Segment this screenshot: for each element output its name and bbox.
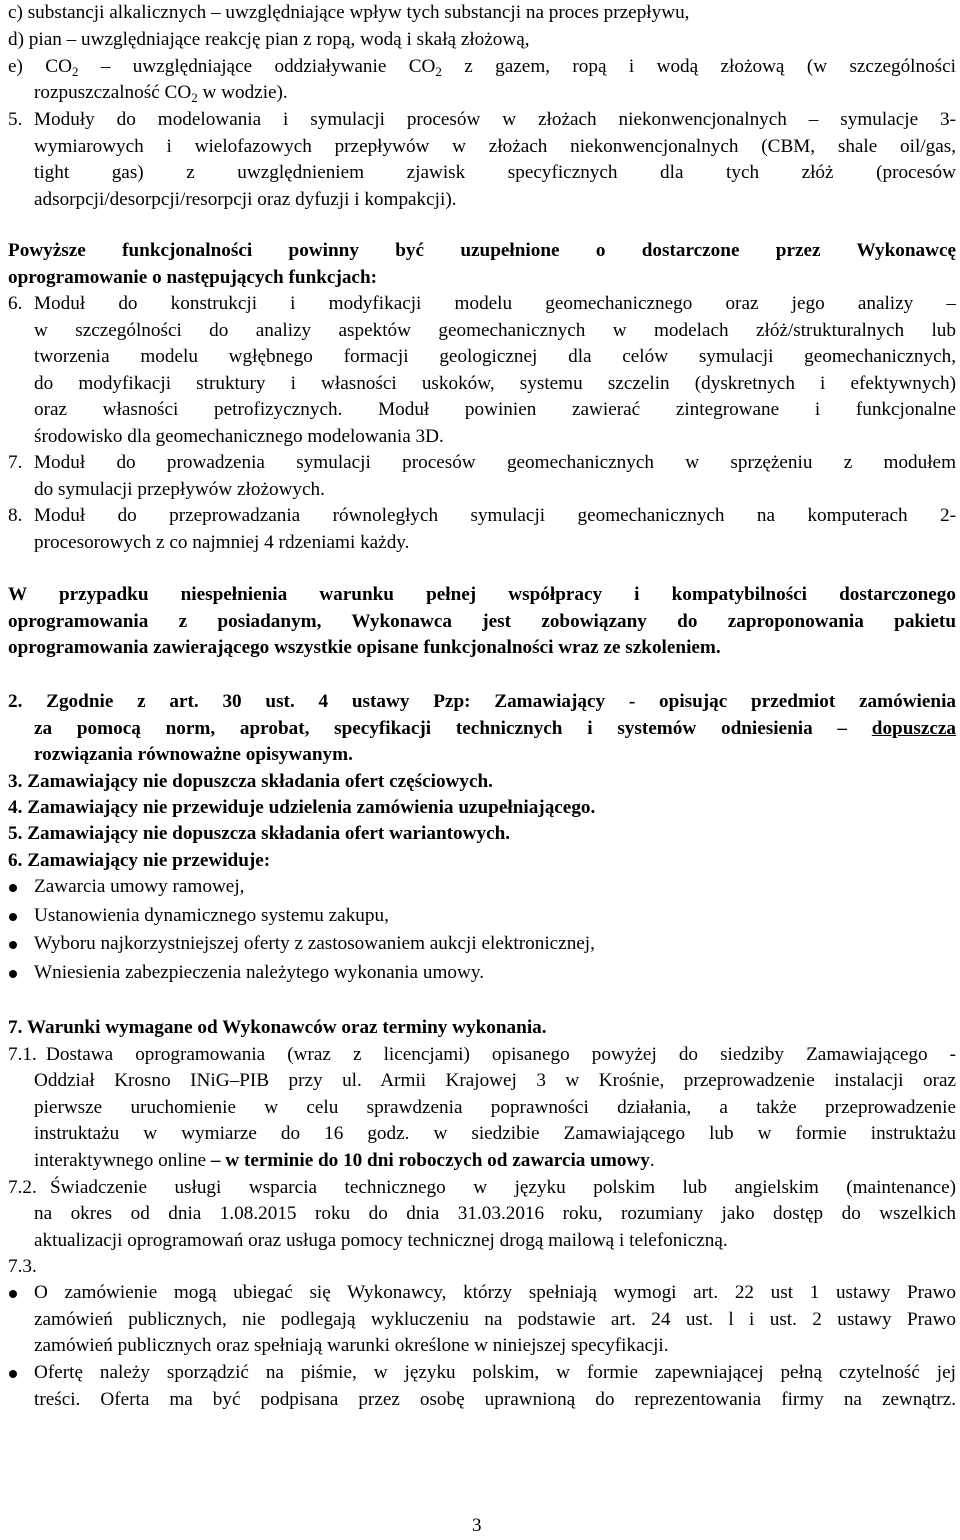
bullet-item: Zawarcia umowy ramowej, <box>34 876 245 897</box>
item-5-number: 5. <box>8 109 23 130</box>
item-8-number: 8. <box>8 505 23 526</box>
section-7-heading: 7. Warunki wymagane od Wykonawców oraz terminy wykonania. <box>8 1017 547 1038</box>
section-6-heading: 6. Zamawiający nie przewiduje: <box>8 850 271 871</box>
list-item-c: c) substancji alkalicznych – uwzględniające wpływ tych substancji na proces przepływu, <box>8 2 690 23</box>
section-7-1-line1: Dostawa oprogramowania (wraz z licencjami) opisanego powyżej do siedziby Zamawiającego - <box>46 1044 956 1065</box>
compatibility-notice: W przypadku niespełnienia warunku pełnej współpracy i kompatybilności dostarczonego oprogramowania z posiadanym, Wykonawca jest zobowiązany do zaproponowania pakietu oprogramowania zawierającego wszystkie opisane funkcjonalności wraz ze szkoleniem. <box>8 584 956 658</box>
item-7-number: 7. <box>8 452 23 473</box>
list-item-e: e) $CO_2$ – uwzględniające oddziaływanie $CO_2$ z gazem, ropą i wodą złożową (w szczególności <box>8 56 956 79</box>
bullet-item: Wniesienia zabezpieczenia należytego wykonania umowy. <box>34 962 484 983</box>
section-7-2-line1: Świadczenie usługi wsparcia technicznego w języku polskim lub angielskim (maintenance) <box>50 1177 956 1198</box>
section-7-3-bullet-2: Ofertę należy sporządzić na piśmie, w języku polskim, w formie zapewniającej pełną czytelność jej treści. Oferta ma być podpisana przez osobę uprawnioną do reprezentowania firmy na zewnątrz. <box>34 1362 956 1410</box>
page-number: 3 <box>472 1515 482 1536</box>
supplement-heading: Powyższe funkcjonalności powinny być uzupełnione o dostarczone przez Wykonawcę oprogramowanie o następujących funkcjach: <box>8 240 956 288</box>
bullet-item: Ustanowienia dynamicznego systemu zakupu, <box>34 905 389 926</box>
section-2: 2. Zgodnie z art. 30 ust. 4 ustawy Pzp: Zamawiający - opisując przedmiot zamówienia za pomocą norm, aprobat, specyfikacji technicznych i systemów odniesienia – dopuszcza rozwiązania równoważne opisywanym. <box>8 691 957 765</box>
bullet-icon <box>9 913 17 921</box>
list-item-e-continuation: rozpuszczalność $CO_2$ w wodzie). <box>34 82 288 105</box>
section-7-3-bullet-1: O zamówienie mogą ubiegać się Wykonawcy, którzy spełniają wymogi art. 22 ust 1 ustawy Prawo zamówień publicznych, nie podlegają wykluczeniu na podstawie art. 24 ust. l i ust. 2 ustawy Prawo zamówień publicznych oraz spełniają warunki określone w niniejszej specyfikacji. <box>34 1282 956 1356</box>
bullet-icon <box>9 970 17 978</box>
bullet-item: Wyboru najkorzystniejszej oferty z zastosowaniem aukcji elektronicznej, <box>34 933 595 954</box>
item-6-text: Moduł do konstrukcji i modyfikacji modelu geomechanicznego oraz jego analizy – w szczególności do analizy aspektów geomechanicznych w modelach złóż/strukturalnych lub tworzenia modelu wgłębnego formacji geologicznej dla celów symulacji geomechanicznych, do modyfikacji struktury i własności uskoków, systemu szczelin (dyskretnych i efektywnych) oraz własności petrofizycznych. Moduł powinien zawierać zintegrowane i funkcjonalne środowisko dla geomechanicznego modelowania 3D. <box>34 293 956 447</box>
section-7-2-number: 7.2. <box>8 1177 37 1198</box>
list-item-d: d) pian – uwzględniające reakcję pian z ropą, wodą i skałą złożową, <box>8 29 530 50</box>
section-7-1-number: 7.1. <box>8 1044 37 1065</box>
item-8-text: Moduł do przeprowadzania równoległych symulacji geomechanicznych na komputerach 2- procesorowych z co najmniej 4 rdzeniami każdy. <box>34 505 956 553</box>
section-4: 4. Zamawiający nie przewiduje udzielenia zamówienia uzupełniającego. <box>8 797 596 818</box>
item-7-text: Moduł do prowadzenia symulacji procesów geomechanicznych w sprzężeniu z modułem do symulacji przepływów złożowych. <box>34 452 956 500</box>
section-7-1-text: Oddział Krosno INiG–PIB przy ul. Armii Krajowej 3 w Krośnie, przeprowadzenie instalacji oraz pierwsze uruchomienie w celu sprawdzenia poprawności działania, a także przeprowadzenie instruktażu w wymiarze do 16 godz. w siedzibie Zamawiającego lub w formie instruktażu interaktywnego online – w terminie do 10 dni roboczych od zawarcia umowy. <box>34 1070 956 1171</box>
section-3: 3. Zamawiający nie dopuszcza składania ofert częściowych. <box>8 771 493 792</box>
item-5-text: Moduły do modelowania i symulacji procesów w złożach niekonwencjonalnych – symulacje 3- wymiarowych i wielofazowych przepływów w złożach niekonwencjonalnych (CBM, shale oil/gas, tight gas) z uwzględnieniem zjawisk specyficznych dla tych złóż (procesów adsorpcji/desorpcji/resorpcji oraz dyfuzji i kompakcji). <box>34 109 956 210</box>
section-7-3-number: 7.3. <box>8 1256 37 1277</box>
bullet-icon <box>9 1290 17 1298</box>
bullet-icon <box>9 884 17 892</box>
section-5: 5. Zamawiający nie dopuszcza składania ofert wariantowych. <box>8 823 511 844</box>
bullet-icon <box>9 941 17 949</box>
bullet-icon <box>9 1370 17 1378</box>
section-7-2-text: na okres od dnia 1.08.2015 roku do dnia 31.03.2016 roku, rozumiany jako dostęp do wszelkich aktualizacji oprogramowań oraz usługa pomocy technicznej drogą mailową i telefoniczną. <box>34 1203 956 1251</box>
item-6-number: 6. <box>8 293 23 314</box>
